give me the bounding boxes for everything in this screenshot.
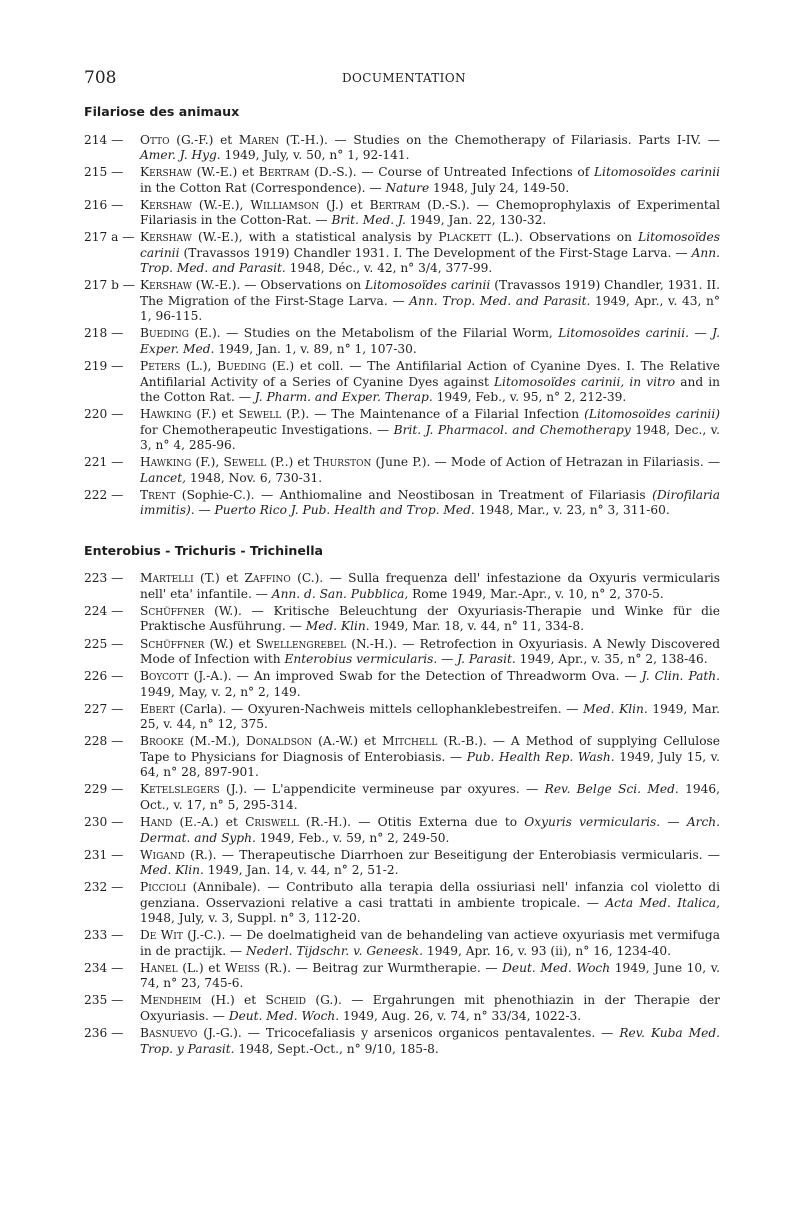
entry-citation bbox=[140, 993, 720, 1024]
author-name: Donaldson bbox=[245, 734, 313, 749]
citation-text: (W.) et bbox=[204, 636, 256, 651]
author-name: Thurston bbox=[313, 455, 372, 470]
author-name: Wigand bbox=[140, 847, 185, 862]
author-name: Kershaw bbox=[140, 230, 192, 245]
page-header bbox=[84, 68, 724, 90]
bibliography-entry bbox=[84, 571, 720, 602]
entry-citation bbox=[140, 782, 720, 813]
author-name: Weiss bbox=[225, 960, 260, 975]
citation-text: — bbox=[194, 503, 215, 518]
citation-text: (Carla). — Oxyuren-Nachweis mittels cellophanklebestreifen. — bbox=[174, 701, 584, 716]
italic-text: Rev. Kuba Med. Trop. y Parasit. bbox=[140, 1026, 720, 1056]
italic-text: Rev. Belge Sci. Med. bbox=[544, 782, 679, 797]
citation-text: (F.) et bbox=[191, 407, 239, 422]
bibliography-entry bbox=[84, 230, 720, 277]
bibliography-entry bbox=[84, 734, 720, 781]
author-name: Bueding bbox=[140, 326, 189, 341]
entry-citation bbox=[140, 734, 720, 781]
citation-text: 1948, Déc., v. 42, n° 3/4, 377-99. bbox=[285, 261, 493, 276]
entry-citation bbox=[140, 407, 720, 454]
entry-number: 218 — bbox=[84, 326, 124, 341]
entry-citation bbox=[140, 880, 720, 927]
citation-text: 1949, Mar. 18, v. 44, n° 11, 334-8. bbox=[369, 619, 585, 634]
citation-text: (W.-E.). — Observations on bbox=[191, 278, 365, 293]
italic-text: Amer. J. Hyg. bbox=[140, 148, 221, 162]
citation-text: 1949, July 15, v. 64, n° 28, 897-901. bbox=[140, 749, 720, 780]
entry-number: 231 — bbox=[84, 847, 124, 862]
italic-text: Lancet, bbox=[140, 470, 187, 485]
entry-number: 225 — bbox=[84, 636, 124, 651]
entry-number: 217 b — bbox=[84, 278, 135, 293]
author-name: Swellengrebel bbox=[255, 636, 347, 651]
citation-text: (A.-W.) et bbox=[312, 734, 383, 749]
citation-text: 1949, Jan. 14, v. 44, n° 2, 51-2. bbox=[203, 863, 399, 878]
citation-text: 1949, June 10, v. 74, n° 23, 745-6. bbox=[140, 960, 721, 991]
author-name: Scheid bbox=[265, 993, 306, 1008]
author-name: Brooke bbox=[140, 734, 184, 749]
citation-text: (T.-H.). — Studies on the Chemotherapy of Filariasis. Parts I-IV. — bbox=[279, 132, 720, 147]
citation-text: — bbox=[437, 652, 458, 667]
italic-text: J. Clin. Path. bbox=[641, 669, 721, 684]
bibliography bbox=[84, 104, 720, 1059]
bibliography-entry bbox=[84, 1026, 720, 1057]
citation-text: 1949, July, v. 50, n° 1, 92-141. bbox=[220, 148, 410, 162]
entry-number: 222 — bbox=[84, 487, 124, 502]
italic-text: Brit. J. Pharmacol. and Chemotherapy bbox=[393, 422, 631, 437]
entry-citation bbox=[140, 455, 720, 486]
citation-text: (E.) et coll. — The Antifilarial Action of Cyanine Dyes. I. The Relative Antifilarial Activity of a Series of Cyanine Dyes against bbox=[140, 359, 720, 389]
entry-citation bbox=[140, 815, 720, 846]
citation-text: (H.) et bbox=[201, 993, 266, 1008]
citation-text: 1948, Nov. 6, 730-31. bbox=[186, 470, 323, 485]
citation-text: (W.-E.), with a statistical analysis by bbox=[191, 230, 439, 245]
citation-text: 1949, Apr., v. 35, n° 2, 138-46. bbox=[515, 652, 708, 667]
bibliography-entry bbox=[84, 359, 720, 406]
author-name: Boycott bbox=[140, 669, 189, 684]
entry-number: 224 — bbox=[84, 603, 124, 618]
citation-text: (J.) et bbox=[319, 197, 370, 212]
bibliography-entry bbox=[84, 928, 720, 959]
author-name: Piccioli bbox=[140, 880, 186, 895]
italic-text: Acta Med. Italica, bbox=[605, 895, 720, 910]
citation-text: (L.) et bbox=[177, 960, 226, 975]
bibliography-entry bbox=[84, 782, 720, 813]
author-name: Criswell bbox=[245, 815, 299, 829]
author-name: Trent bbox=[140, 487, 176, 502]
entry-citation bbox=[140, 359, 720, 406]
author-name: Zaffino bbox=[244, 571, 291, 586]
citation-text: 1949, Jan. 22, 130-32. bbox=[405, 213, 547, 228]
citation-text: 1949, Feb., v. 95, n° 2, 212-39. bbox=[432, 390, 627, 405]
citation-text: 1946, Oct., v. 17, n° 5, 295-314. bbox=[140, 782, 721, 812]
citation-text: (T.) et bbox=[193, 571, 245, 586]
running-title: DOCUMENTATION bbox=[342, 71, 466, 85]
citation-text: 1949, Jan. 1, v. 89, n° 1, 107-30. bbox=[214, 341, 417, 356]
citation-text: (E.-A.) et bbox=[172, 815, 246, 829]
entry-number: 220 — bbox=[84, 407, 124, 422]
italic-text: Deut. Med. Woch. bbox=[228, 1008, 340, 1023]
author-name: Bertram bbox=[369, 197, 421, 212]
citation-text: (R.). — Therapeutische Diarrhoen zur Beseitigung der Enterobiasis vermicularis. — bbox=[184, 847, 720, 862]
italic-text: Enterobius vermicularis. bbox=[284, 652, 438, 667]
bibliography-entry bbox=[84, 455, 720, 486]
citation-text: (R.). — Beitrag zur Wurmtherapie. — bbox=[259, 960, 503, 975]
author-name: Otto bbox=[140, 132, 170, 147]
author-name: Williamson bbox=[250, 197, 320, 212]
citation-text: 1948, Dec., v. 3, n° 4, 285-96. bbox=[140, 422, 720, 453]
italic-text: Litomosoïdes carinii bbox=[365, 278, 491, 293]
citation-text: (C.). — Sulla frequenza dell' infestazione da Oxyuris vermicularis nell' eta' infantile. — bbox=[140, 571, 720, 601]
italic-text: Ann. Trop. Med. and Parasit. bbox=[140, 245, 720, 276]
bibliography-entry bbox=[84, 961, 720, 992]
author-name: Bueding bbox=[217, 359, 267, 374]
italic-text: Med. Klin. bbox=[140, 863, 204, 878]
author-name: Hawking bbox=[140, 455, 192, 470]
citation-text: 1949, Apr., v. 43, n° 1, 96-115. bbox=[140, 293, 721, 324]
author-name: Maren bbox=[238, 132, 280, 147]
author-name: Ebert bbox=[140, 701, 175, 716]
author-name: De Wit bbox=[140, 928, 183, 943]
citation-text: 1949, May, v. 2, n° 2, 149. bbox=[140, 684, 301, 699]
section-title: Filariose des animaux bbox=[84, 104, 240, 119]
bibliography-entry bbox=[84, 198, 720, 229]
bibliography-entry bbox=[84, 604, 720, 635]
italic-text: (Dirofilaria immitis). bbox=[140, 487, 720, 518]
italic-text: Med. Klin. bbox=[305, 619, 370, 634]
citation-text: 1949, Aug. 26, v. 74, n° 33/34, 1022-3. bbox=[339, 1008, 582, 1023]
author-name: Plackett bbox=[438, 230, 492, 245]
author-name: Kershaw bbox=[140, 197, 192, 212]
author-name: Ketelslegers bbox=[140, 782, 220, 797]
entry-number: 232 — bbox=[84, 880, 124, 895]
italic-text: Oxyuris vermicularis. bbox=[524, 815, 661, 829]
italic-text: Arch. Dermat. and Syph. bbox=[140, 815, 720, 845]
italic-text: Deut. Med. Woch bbox=[502, 960, 611, 975]
author-name: Schüffner bbox=[140, 636, 205, 651]
author-name: Hand bbox=[140, 815, 173, 829]
citation-text: (E.). — Studies on the Metabolism of the Filarial Worm, bbox=[188, 326, 559, 341]
citation-text: (Annibale). — Contributo alla terapia della ossiuriasi nell' infanzia col violetto di genziana. Osservazioni relative a casi trattati in ambiente tropicale. — bbox=[140, 880, 720, 910]
citation-text: (G.-F.) et bbox=[169, 132, 239, 147]
citation-text: (J.). — L'appendicite vermineuse par oxyures. — bbox=[219, 782, 545, 797]
citation-text: 1948, July, v. 3, Suppl. n° 3, 112-20. bbox=[140, 911, 361, 926]
entry-number: 216 — bbox=[84, 197, 124, 212]
entry-number: 221 — bbox=[84, 455, 124, 470]
entry-number: 219 — bbox=[84, 359, 124, 374]
citation-text: (W.). — Kritische Beleuchtung der Oxyuriasis-Therapie und Winke für die Praktische Ausführung. — bbox=[140, 603, 720, 634]
bibliography-entry bbox=[84, 133, 720, 164]
citation-text: (Travassos 1919) Chandler 1931. I. The Development of the First-Stage Larva. — bbox=[179, 245, 692, 260]
italic-text: Litomosoïdes carinii, in vitro bbox=[493, 374, 676, 389]
entry-number: 233 — bbox=[84, 928, 124, 943]
entry-number: 215 — bbox=[84, 165, 124, 180]
author-name: Hanel bbox=[140, 960, 178, 975]
citation-text: (L.), bbox=[180, 359, 218, 374]
italic-text: Litomosoïdes carinii bbox=[593, 165, 720, 180]
author-name: Sewell bbox=[223, 455, 267, 470]
author-name: Schüffner bbox=[140, 603, 205, 618]
entry-number: 223 — bbox=[84, 571, 124, 586]
entry-citation bbox=[140, 278, 720, 325]
entry-citation bbox=[140, 198, 720, 229]
italic-text: Nederl. Tijdschr. v. Geneesk. bbox=[246, 943, 424, 958]
entry-citation bbox=[140, 961, 720, 992]
bibliography-entry bbox=[84, 637, 720, 668]
citation-text: (D.-S.). — Chemoprophylaxis of Experimental Filariasis in the Cotton-Rat. — bbox=[140, 197, 720, 228]
entry-citation bbox=[140, 571, 720, 602]
bibliography-entry bbox=[84, 165, 720, 196]
citation-text: Rome 1949, Mar.-Apr., v. 10, n° 2, 370-5. bbox=[408, 586, 664, 601]
bibliography-entry bbox=[84, 702, 720, 733]
author-name: Peters bbox=[140, 359, 181, 374]
citation-text: 1949, Mar. 25, v. 44, n° 12, 375. bbox=[140, 701, 720, 732]
entry-citation bbox=[140, 326, 720, 357]
entry-number: 228 — bbox=[84, 734, 124, 749]
citation-text: (R.-H.). — Otitis Externa due to bbox=[298, 815, 525, 829]
italic-text: J. Exper. Med. bbox=[140, 326, 720, 356]
bibliography-entry bbox=[84, 993, 720, 1024]
entry-citation bbox=[140, 928, 720, 959]
citation-text: (J.-C.). — De doelmatigheid van de behandeling van actieve oxyuriasis met vermifuga in de practijk. — bbox=[140, 928, 720, 958]
entry-number: 230 — bbox=[84, 815, 124, 829]
entry-number: 236 — bbox=[84, 1026, 124, 1041]
italic-text: Litomosoïdes carinii bbox=[140, 230, 720, 260]
entry-number: 227 — bbox=[84, 701, 124, 716]
citation-text: in the Cotton Rat (Correspondence). — bbox=[140, 180, 386, 195]
bibliography-entry bbox=[84, 278, 720, 325]
entry-citation bbox=[140, 165, 720, 196]
section-title: Enterobius - Trichuris - Trichinella bbox=[84, 542, 324, 558]
author-name: Sewell bbox=[238, 407, 282, 422]
bibliography-entry bbox=[84, 407, 720, 454]
italic-text: J. Parasit. bbox=[457, 652, 516, 667]
citation-text: 1949, Feb., v. 59, n° 2, 249-50. bbox=[255, 830, 450, 845]
bibliography-entry bbox=[84, 326, 720, 357]
entry-citation bbox=[140, 669, 720, 700]
citation-text: (June P.). — Mode of Action of Hetrazan in Filariasis. — bbox=[371, 455, 721, 470]
author-name: Mitchell bbox=[382, 734, 438, 749]
italic-text: Ann. Trop. Med. and Parasit. bbox=[409, 293, 591, 308]
author-name: Kershaw bbox=[140, 165, 192, 180]
citation-text: — bbox=[660, 815, 687, 829]
italic-text: Ann. d. San. Pubblica, bbox=[271, 586, 409, 601]
citation-text: (G.). — Ergahrungen mit phenothiazin in der Therapie der Oxyuriasis. — bbox=[140, 993, 721, 1023]
citation-text: (J.-A.). — An improved Swab for the Detection of Threadworm Ova. — bbox=[188, 669, 642, 684]
entry-number: 235 — bbox=[84, 993, 124, 1008]
citation-text: 1949, Apr. 16, v. 93 (ii), n° 16, 1234-40. bbox=[423, 943, 672, 958]
citation-text: (W.-E.) et bbox=[191, 165, 259, 180]
citation-text: (W.-E.), bbox=[191, 197, 251, 212]
page-number: 708 bbox=[84, 68, 117, 88]
citation-text: (P.). — The Maintenance of a Filarial Infection bbox=[281, 407, 585, 422]
author-name: Hawking bbox=[140, 407, 192, 422]
citation-text: (M.-M.), bbox=[183, 734, 246, 749]
entry-citation bbox=[140, 133, 720, 164]
bibliography-entry bbox=[84, 880, 720, 927]
entry-citation bbox=[140, 488, 720, 519]
citation-text: — bbox=[688, 326, 713, 341]
bibliography-entry bbox=[84, 815, 720, 846]
citation-text: (D.-S.). — Course of Untreated Infections of bbox=[309, 165, 594, 180]
entry-number: 234 — bbox=[84, 960, 124, 975]
entry-number: 217 a — bbox=[84, 230, 135, 245]
italic-text: Pub. Health Rep. Wash. bbox=[466, 749, 615, 764]
bibliography-entry bbox=[84, 488, 720, 519]
author-name: Kershaw bbox=[140, 278, 192, 293]
entry-citation bbox=[140, 702, 720, 733]
author-name: Martelli bbox=[140, 571, 194, 586]
italic-text: Litomosoïdes carinii. bbox=[558, 326, 689, 341]
citation-text: and in the Cotton Rat. — bbox=[140, 374, 720, 405]
citation-text: (Travassos 1919) Chandler, 1931. II. The Migration of the First-Stage Larva. — bbox=[140, 278, 720, 308]
entry-citation bbox=[140, 1026, 720, 1057]
citation-text: 1948, Sept.-Oct., n° 9/10, 185-8. bbox=[234, 1041, 439, 1056]
entry-number: 229 — bbox=[84, 782, 124, 797]
entry-citation bbox=[140, 604, 720, 635]
citation-text: 1948, Mar., v. 23, n° 3, 311-60. bbox=[474, 503, 670, 518]
author-name: Mendheim bbox=[140, 993, 202, 1008]
italic-text: Med. Klin. bbox=[583, 701, 648, 716]
bibliography-entry bbox=[84, 848, 720, 879]
citation-text: (P..) et bbox=[266, 455, 314, 470]
author-name: Bertram bbox=[258, 165, 310, 180]
citation-text: (Sophie-C.). — Anthiomaline and Neostibosan in Treatment of Filariasis bbox=[175, 487, 653, 502]
citation-text: for Chemotherapeutic Investigations. — bbox=[140, 422, 394, 437]
italic-text: Brit. Med. J. bbox=[331, 213, 406, 228]
entry-citation bbox=[140, 848, 720, 879]
entry-number: 226 — bbox=[84, 669, 124, 684]
citation-text: (L.). Observations on bbox=[491, 230, 639, 245]
citation-text: (J.-G.). — Tricocefaliasis y arsenicos organicos pentavalentes. — bbox=[197, 1026, 620, 1041]
entry-citation bbox=[140, 637, 720, 668]
citation-text: 1948, July 24, 149-50. bbox=[429, 180, 570, 195]
author-name: Basnuevo bbox=[140, 1026, 198, 1041]
citation-text: (R.-B.). — A Method of supplying Cellulose Tape to Physicians for Diagnosis of Enterobiasis. — bbox=[140, 734, 720, 764]
entry-number: 214 — bbox=[84, 132, 124, 147]
italic-text: Nature bbox=[385, 180, 430, 195]
italic-text: J. Pharm. and Exper. Therap. bbox=[254, 390, 433, 405]
bibliography-entry bbox=[84, 669, 720, 700]
italic-text: Puerto Rico J. Pub. Health and Trop. Med. bbox=[214, 503, 475, 518]
italic-text: (Litomosoïdes carinii) bbox=[584, 407, 720, 422]
citation-text: (N.-H.). — Retrofection in Oxyuriasis. A Newly Discovered Mode of Infection with bbox=[140, 636, 720, 667]
citation-text: (F.), bbox=[191, 455, 224, 470]
entry-citation bbox=[140, 230, 720, 277]
